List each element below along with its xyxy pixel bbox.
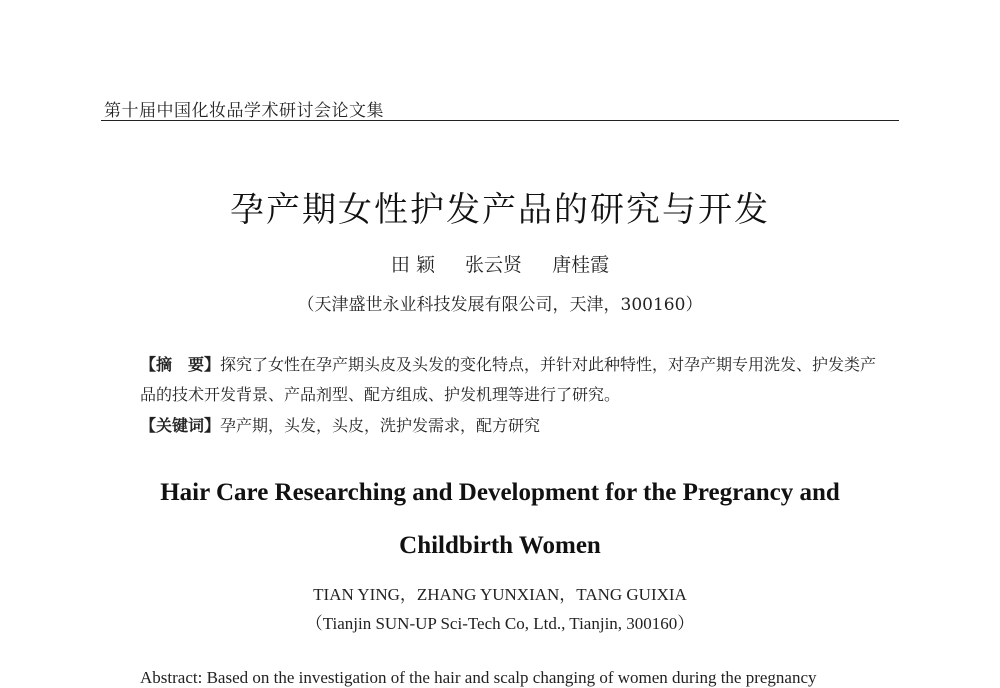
author-2: 张云贤 (465, 254, 523, 276)
author-3: 唐桂霞 (552, 254, 610, 276)
authors-english: TIAN YING，ZHANG YUNXIAN，TANG GUIXIA (313, 585, 687, 604)
author-1: 田 颖 (390, 254, 435, 276)
title-english-line2: Childbirth Women (399, 532, 601, 559)
keywords-text: 孕产期，头发，头皮，洗护发需求，配方研究 (220, 416, 541, 435)
abstract-text: 探究了女性在孕产期头皮及头发的变化特点，并针对此种特性，对孕产期专用洗发、护发类产品的技术开发背景、产品剂型、配方组成、护发机理等进行了研究。 (140, 355, 877, 404)
affiliation-chinese: （天津盛世永业科技发展有限公司，天津，300160） (297, 295, 703, 315)
authors-chinese (0, 250, 1000, 277)
abstract-english-partial: Abstract: Based on the investigation of the hair and scalp changing of women during the pregnancy (140, 668, 817, 687)
running-header: 第十届中国化妆品学术研讨会论文集 (104, 101, 384, 121)
title-chinese: 孕产期女性护发产品的研究与开发 (230, 190, 770, 230)
keywords-chinese (140, 412, 880, 440)
keywords-label: 【关键词】 (140, 416, 221, 435)
header-rule (101, 120, 899, 121)
abstract-label: 【摘 要】 (140, 355, 221, 374)
affiliation-english: （Tianjin SUN-UP Sci-Tech Co, Ltd., Tianjin, 300160） (305, 614, 695, 633)
title-english-line1: Hair Care Researching and Development for the Pregrancy and (160, 479, 840, 506)
abstract-chinese (140, 350, 880, 410)
